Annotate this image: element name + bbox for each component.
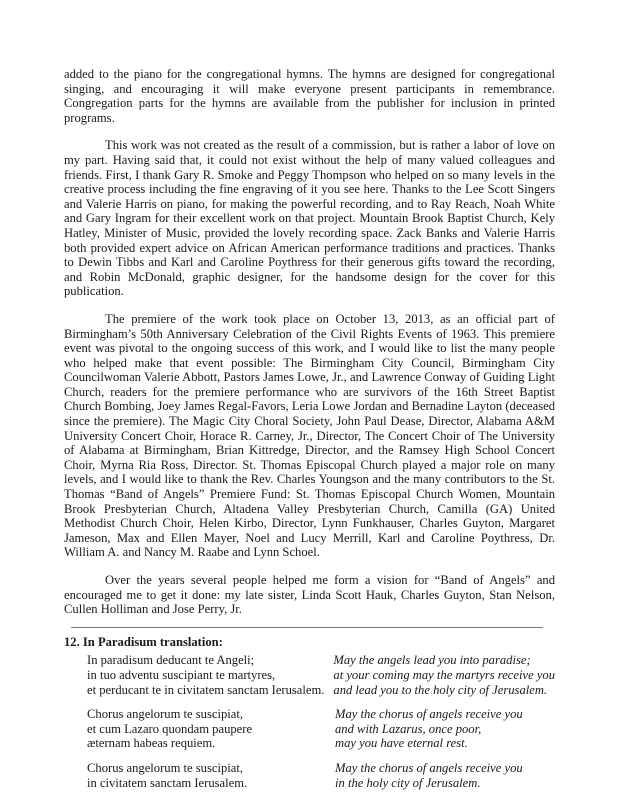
latin-line: Chorus angelorum te suscipiat, [87, 760, 243, 775]
english-translation [335, 707, 523, 751]
english-line: at your coming may the martyrs receive you [333, 667, 555, 682]
latin-line: et cum Lazaro quondam paupere [87, 721, 253, 736]
latin-text [87, 653, 333, 697]
latin-line: et perducant te in civitatem sanctam Ierusalem. [87, 682, 325, 697]
latin-line: Chorus angelorum te suscipiat, [87, 707, 243, 722]
stanza-1 [64, 653, 555, 697]
english-line: and with Lazarus, once poor, [335, 721, 482, 736]
english-translation [333, 653, 555, 697]
section-title: 12. In Paradisum translation: [64, 634, 223, 649]
english-line: and lead you to the holy city of Jerusalem. [333, 682, 548, 697]
stanza-2 [64, 707, 555, 751]
english-line: May the chorus of angels receive you [335, 707, 523, 722]
english-translation [335, 761, 523, 790]
section-divider [71, 627, 543, 628]
english-line: in the holy city of Jerusalem. [335, 775, 481, 790]
english-line: May the angels lead you into paradise; [333, 653, 531, 668]
latin-line: in tuo adventu suscipiant te martyres, [87, 667, 276, 682]
latin-line: in civitatem sanctam Ierusalem. [87, 775, 248, 790]
stanza-3 [64, 761, 555, 790]
document-page [64, 67, 555, 800]
paragraph-acknowledgements: This work was not created as the result of a commission, but is rather a labor of love on my part. Having said that, it could not exist without the help of many valued colleagues and friends. First, I thank Gary R. Smoke and Peggy Thompson who helped on so many levels in the creative process including the fine engraving of it you see here. Thanks to the Lee Scott Singers and Valerie Harris on piano, for making the powerful recording, and to Ray Reach, Noah White and Gary Ingram for their excellent work on that project. Mountain Brook Baptist Church, Kely Hatley, Minister of Music, provided the lovely recording space. Zack Banks and Valerie Harris both provided expert advice on African American performance traditions and practices. Thanks to Dewin Tibbs and Karl and Caroline Poythress for their generous gifts toward the recording, and Robin McDonald, graphic designer, for the handsome design for the cover for this publication. [64, 138, 555, 299]
paragraph-premiere: The premiere of the work took place on October 13, 2013, as an official part of Birmingham’s 50th Anniversary Celebration of the Civil Rights Events of 1963. This premiere event was pivotal to the ongoing success of this work, and I would like to list the many people who helped make that event possible: The Birmingham City Council, Birmingham City Councilwoman Valerie Abbott, Pastors James Lowe, Jr., and Lawrence Conway of Guiding Light Church, readers for the premiere performance who are survivors of the 16th Street Baptist Church Bombing, Joey James Regal-Favors, Leria Lowe Jordan and Bernadine Layton (deceased since the premiere). The Magic City Choral Society, John Paul Dease, Director, Alabama A&M University Concert Choir, Horace R. Carney, Jr., Director, The Concert Choir of The University of Alabama at Birmingham, Brian Kittredge, Director, and the Ramsey High School Concert Choir, Myrna Ria Ross, Director. St. Thomas Episcopal Church played a major role on many levels, and I would like to thank the Rev. Charles Youngson and the many contributors to the St. Thomas “Band of Angels” Premiere Fund: St. Thomas Episcopal Church Women, Mountain Brook Presbyterian Church, Altadena Valley Presbyterian Church, Camilla (GA) United Methodist Church Choir, Helen Kirbo, Director, Lynn Funkhauser, Charles Guyton, Margaret Jameson, Max and Ellen Mayer, Noel and Lucy Merrill, Karl and Caroline Poythress, Dr. William A. and Nancy M. Raabe and Lynn Schoel. [64, 311, 555, 560]
latin-text [87, 707, 335, 751]
paragraph-hymns: added to the piano for the congregational hymns. The hymns are designed for congregational singing, and encouraging it will make everyone present participants in remembrance. Congregation parts for the hymns are available from the publisher for inclusion in printed programs. [64, 67, 555, 125]
english-line: may you have eternal rest. [335, 736, 468, 751]
paragraph-vision: Over the years several people helped me form a vision for “Band of Angels” and encouraged me to get it done: my late sister, Linda Scott Hauk, Charles Guyton, Stan Nelson, Cullen Holliman and Jose Perry, Jr. [64, 573, 555, 617]
latin-text [87, 761, 335, 790]
english-line: May the chorus of angels receive you [335, 760, 523, 775]
latin-line: æternam habeas requiem. [87, 736, 216, 751]
latin-line: In paradisum deducant te Angeli; [87, 653, 255, 668]
